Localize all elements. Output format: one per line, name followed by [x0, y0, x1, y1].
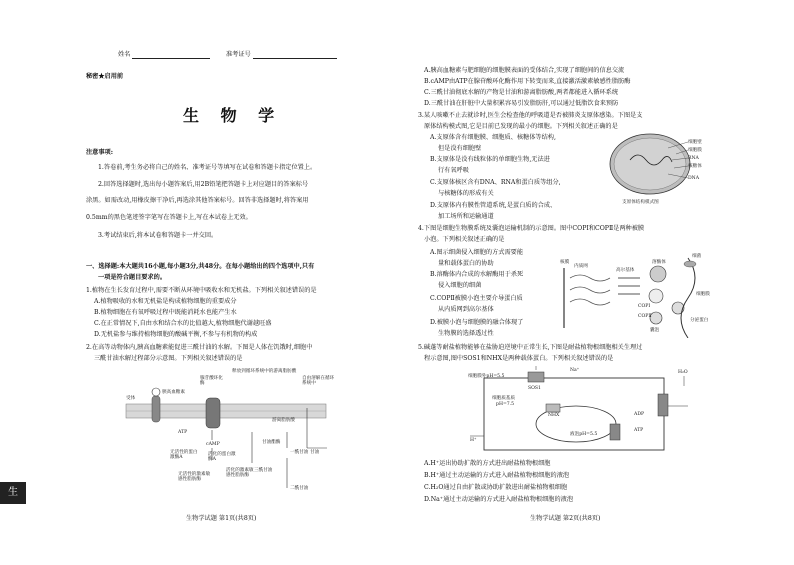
exam-number-label: 准考证号 [226, 51, 251, 58]
question-3-option-cont: 与核糖体的形成有关 [438, 190, 494, 197]
question-4-stem: 4.下图是细胞生物膜系统及囊泡运输机制的示意图。图中COPⅠ和COPⅡ是两种被膜 [418, 225, 645, 232]
section-heading-cont: 一项是符合题目要求的。 [98, 274, 167, 281]
glycerol-label: 甘油 [310, 450, 320, 455]
cell-wall-label: 细胞壁 [688, 140, 702, 145]
question-1-option: A.植物吸收的水和无机盐是构成植物细胞的重要成分 [94, 298, 237, 305]
rna-label: RNA [688, 156, 699, 161]
atp-label: ATP [178, 430, 188, 435]
adp-label: ADP [634, 412, 645, 417]
glucagon-label: 胰高血糖素 [162, 390, 185, 395]
note-line: 涂黑。如需改动,用橡皮擦干净后,再选涂其他答案标号。回答非选择题时,将答案用 [86, 197, 309, 204]
question-1-stem: 1.植物在生长发育过程中,需要不断从环境中吸收水和无机盐。下列相关叙述错误的是 [86, 287, 317, 294]
diglyceride-label: 二酰甘油 [290, 486, 309, 491]
note-line: 1.答卷前,考生务必将自己的姓名、准考证号等填写在试卷和答题卡指定位置上。 [98, 164, 317, 171]
question-3-option-cont: 但是没有细胞壁 [438, 145, 482, 152]
nuclear-membrane-label: 核膜 [560, 260, 570, 265]
question-1-option: D.无机盐参与维持植物细胞的酸碱平衡,不参与有机物的构成 [94, 331, 258, 338]
mycoplasma-diagram [608, 130, 718, 210]
question-4-option-cont: 侵入细胞的细菌 [438, 282, 482, 289]
question-5-option: A.H⁺运出协助扩散的方式进出耐盐植物根细胞 [424, 460, 551, 467]
question-4-option-cont: 生物膜的选择透过性 [438, 330, 494, 337]
question-2-option: D.三酰甘油在肝脏中大量积累容易引发脂肪肝,可以通过低脂饮食来预防 [424, 100, 619, 107]
question-4-option: D.被膜小泡与细胞膜的融合体现了 [430, 319, 524, 326]
question-1-option: C.在正常情况下,自由水和结合水的比值越大,植物细胞代谢越旺盛 [94, 320, 272, 327]
question-1-option: B.植物细胞在有氧呼吸过程中既能消耗水也能产生水 [94, 309, 237, 316]
question-4-option-cont: 从内质网到高尔基体 [438, 306, 494, 313]
cytoplasm-ph-label: pH=7.5 [496, 402, 515, 407]
inactive-kinase-label: 无活性的蛋白激酶A [170, 450, 198, 460]
fatty-acid-label: 游离脂肪酸 [272, 418, 295, 423]
active-lipase-label: 活化的激素敏感性脂肪酶 [226, 468, 254, 478]
vesicle-transport-diagram [560, 248, 720, 338]
question-5-option: D.Na⁺通过主动运输的方式进入耐盐植物根细胞的液泡 [424, 496, 574, 503]
released-fatty-acid-label: 释放到循环系统中的游离脂肪酸 [232, 369, 297, 374]
outside-ph-label: 细胞膜外pH=5.5 [468, 374, 505, 379]
er-label: 内质网 [574, 264, 588, 269]
name-label: 姓名 [118, 51, 131, 58]
salt-tolerance-svg [466, 366, 706, 456]
nhx-label: NHX [548, 413, 560, 418]
adenylate-cyclase-label: 腺苷酸环化酶 [200, 376, 223, 386]
question-5-stem-cont: 程示意图,图中SOS1和NHX是两种载体蛋白。下列相关叙述错误的是 [424, 355, 614, 362]
question-3-option: B.支原体是没有线粒体的单细胞生物,无法进 [430, 156, 550, 163]
triglyceride-label: 三酰甘油 [254, 468, 273, 473]
note-line: 2.回答选择题时,选出每小题答案后,用2B铅笔把答题卡上对应题目的答案标号 [98, 181, 309, 188]
note-line: 0.5mm的黑色笔迹签字笔写在答题卡上,写在本试卷上无效。 [86, 214, 252, 221]
question-3-option: A.支原体含有细胞膜、细胞质、核糖体等结构, [430, 134, 556, 141]
bacterium-label: 细菌 [692, 254, 702, 259]
question-4-option: B.溶酶体内合成的水解酶用于杀死 [430, 271, 524, 278]
question-4-option: A.图示细菌侵入细胞的方式需要能 [430, 249, 524, 256]
question-2-option: B.cAMP由ATP在腺苷酸环化酶作用下转变而来,直接激活激素敏感性脂肪酶 [424, 78, 631, 85]
question-3-stem-cont: 原体结构模式图,它是目前已发现的最小的细胞。下列相关叙述正确的是 [424, 123, 618, 130]
section-heading: 一、选择题:本大题共16小题,每小题3分,共48分。在每小题给出的四个选项中,只有 [86, 263, 315, 270]
receptor-label: 受体 [126, 396, 136, 401]
question-4-stem-cont: 小泡。下列相关叙述正确的是 [424, 236, 505, 243]
lipolysis-diagram-svg [122, 368, 362, 498]
inactive-lipase-label: 无活性的激素敏感性脂肪酶 [178, 472, 211, 482]
cop2-label: COPⅡ [638, 314, 652, 319]
monoglyceride-label: 一酰甘油 [290, 450, 309, 455]
glucagon-shape [152, 388, 160, 396]
plasma-membrane-label: 细胞膜 [696, 292, 710, 297]
page-title: 生 物 学 [183, 106, 283, 125]
lysosome-label: 溶酶体 [652, 260, 666, 265]
active-kinase-label: 活化的蛋白激酶A [208, 452, 236, 462]
question-3-option-cont: 行有氧呼吸 [438, 167, 469, 174]
question-5-stem: 5.碱蓬等耐盐植物能够在盐胁迫逆境中正常生长,下图是耐盐植物根细胞相关生理过 [418, 344, 643, 351]
question-2-stem: 2.在高等动物体内,胰高血糖素能促进三酰甘油的水解。下图是人体在饥饿时,细胞中 [86, 344, 313, 351]
footer-left: 生物学试题 第1页(共8页) [186, 515, 257, 522]
footer-right: 生物学试题 第2页(共8页) [530, 515, 601, 522]
question-3-option: C.支原体核区含有DNA、RNA和蛋白质等组分, [430, 179, 561, 186]
exam-number-field [226, 50, 337, 59]
question-2-option: C.三酰甘油彻底水解的产物是甘油和游离脂肪酸,两者都能进入循环系统 [424, 89, 619, 96]
mycoplasma-caption: 支原体结构模式图 [622, 200, 659, 205]
cop1-label: COPⅠ [638, 304, 651, 309]
question-5-option: C.H₂O通过自由扩散或协助扩散进出耐盐植物根细胞 [424, 484, 568, 491]
cytoplasm-label: 细胞质基质 [492, 396, 515, 401]
name-field [118, 50, 210, 59]
vacuole-ph-label: 液泡pH=5.5 [570, 432, 598, 437]
receptor-shape [152, 396, 160, 422]
golgi-label: 高尔基体 [616, 268, 635, 273]
note-line: 3.考试结束后,将本试卷和答题卡一并交回。 [98, 232, 218, 239]
atp-label-2: ATP [634, 428, 644, 433]
question-3-option: D.支原体内有膜性管道系统,是蛋白质的合成、 [430, 202, 557, 209]
question-3-option-cont: 加工场所和运输通道 [438, 213, 494, 220]
camp-label: cAMP [206, 442, 220, 447]
lipolysis-diagram [122, 368, 362, 498]
confidential-mark: 秘密★启用前 [86, 73, 124, 80]
water-label: H₂O [678, 370, 688, 375]
blood-label: 自由溶解在循环系统中 [302, 376, 335, 386]
adenylate-cyclase-shape [206, 398, 220, 428]
subject-tab: 生 [0, 482, 26, 504]
glyceride-lipase-label: 甘油酯酶 [262, 440, 281, 445]
proton-label: H⁺ [470, 438, 477, 443]
sodium-label: Na⁺ [570, 368, 580, 373]
question-2-option: A.胰高血糖素与肥细胞的细胞膜表面的受体结合,实现了细胞间的信息交流 [424, 67, 625, 74]
cell-membrane-label: 细胞膜 [688, 148, 702, 153]
question-5-option: B.H⁺通过主动运输的方式进入耐盐植物根细胞的液泡 [424, 472, 570, 479]
question-3-stem: 3.某人咳嗽不止去就诊时,医生会检查他的呼吸道是否被肺炎支原体感染。下图是支 [418, 112, 643, 119]
notes-heading: 注意事项: [86, 149, 114, 156]
sos1-label: SOS1 [528, 386, 541, 391]
secretory-protein-label: 分泌蛋白 [690, 318, 709, 323]
dna-label: DNA [688, 176, 700, 181]
question-4-option: C.COPⅡ被膜小泡主要介导蛋白质 [430, 295, 523, 302]
ribosome-label: 核糖体 [688, 164, 702, 169]
question-4-option-cont: 量和载体蛋白的协助 [438, 260, 494, 267]
question-2-stem-cont: 三酰甘油水解过程部分示意图。下列相关叙述错误的是 [94, 355, 243, 362]
salt-tolerance-diagram [466, 366, 706, 456]
vesicle-label: 囊泡 [650, 328, 660, 333]
